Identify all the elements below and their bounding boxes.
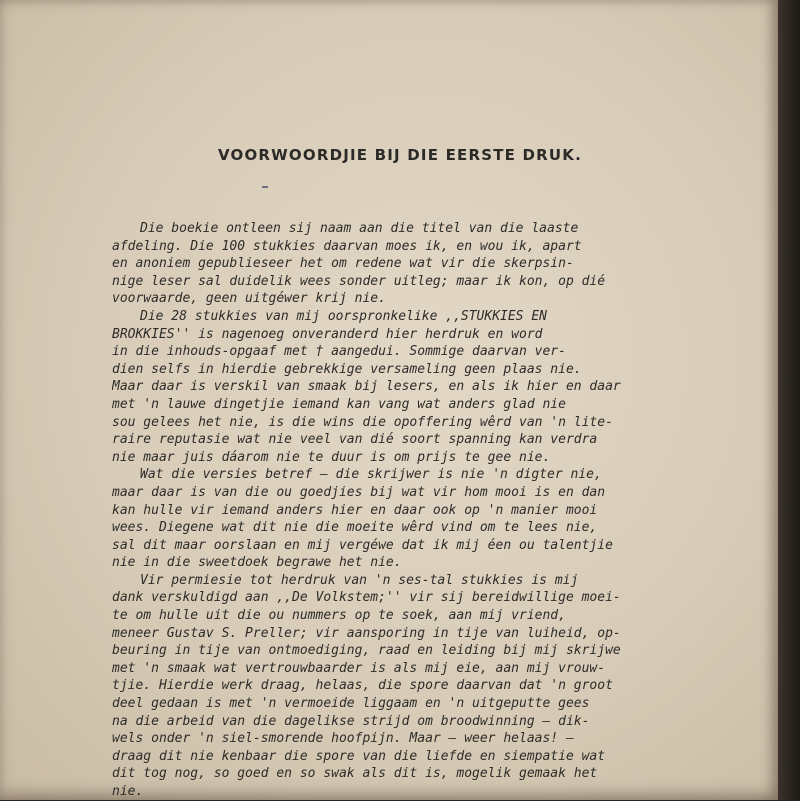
text-line: nie maar juis dáarom nie te duur is om prijs te gee nie. [112,449,551,465]
text-line: wees. Diegene wat dit nie die moeite wêrd vind om te lees nie, [112,520,598,536]
text-line: dank verskuldigd aan ,,De Volkstem;'' vir sij bereidwillige moei- [112,590,621,606]
text-line: Vir permiesie tot herdruk van 'n ses-tal stukkies is mij [140,572,579,588]
text-line: wels onder 'n siel-smorende hoofpijn. Maar — weer helaas! — [112,731,574,747]
page-edge [778,0,800,800]
text-line: maar daar is van die ou goedjies bij wat vir hom mooi is en dan [112,484,606,500]
text-line: meneer Gustav S. Preller; vir aansporing in tije van luiheid, op- [112,625,621,641]
body-text [112,220,712,801]
text-line: en anoniem gepublieseer het om redene wat vir die skerpsin- [112,256,574,272]
text-line: kan hulle vir iemand anders hier en daar ook op 'n manier mooi [112,502,598,518]
page-title: VOORWOORDJIE BIJ DIE EERSTE DRUK. [217,146,583,164]
text-line: sou gelees het nie, is die wins die opoffering wêrd van 'n lite- [112,414,613,430]
text-line: in die inhouds-opgaaf met † aangedui. Sommige daarvan ver- [112,344,566,360]
text-line: dien selfs in hierdie gebrekkige versameling geen plaas nie. [112,361,582,377]
ink-mark [262,186,268,188]
text-line: na die arbeid van die dagelikse strijd om broodwinning — dik- [112,713,590,729]
text-line: tjie. Hierdie werk draag, helaas, die spore daarvan dat 'n groot [112,678,613,694]
text-line: nie. [112,784,144,799]
text-line: BROKKIES'' is nagenoeg onveranderd hier herdruk en word [112,326,543,342]
text-line: nige leser sal duidelik wees sonder uitleg; maar ik kon, op dié [112,273,606,289]
text-line: Die 28 stukkies van mij oorspronkelike ,,STUKKIES EN [140,308,547,324]
text-line: deel gedaan is met 'n vermoeide liggaam en 'n uitgeputte gees [112,696,590,712]
text-line: sal dit maar oorslaan en mij vergéwe dat ik mij éen ou talentjie [112,537,613,553]
text-line: met 'n smaak wat vertrouwbaarder is als mij eie, aan mij vrouw- [112,660,606,676]
text-line: Maar daar is verskil van smaak bij lesers, en als ik hier en daar [112,379,621,395]
text-line: draag dit nie kenbaar die spore van die liefde en siempatie wat [112,748,606,764]
text-line: Wat die versies betref — die skrijwer is nie 'n digter nie, [140,467,602,483]
text-line: te om hulle uit die ou nummers op te soek, aan mij vriend, [112,608,566,624]
text-line: nie in die sweetdoek begrawe het nie. [112,555,402,571]
text-line: Die boekie ontleen sij naam aan die titel van die laaste [140,221,579,236]
text-line: raire reputasie wat nie veel van dié soort spanning kan verdra [112,432,598,448]
text-line: voorwaarde, geen uitgéwer krij nie. [112,291,386,307]
text-line: dit tog nog, so goed en so swak als dit is, mogelik gemaak het [112,766,598,782]
text-line: beuring in tije van ontmoediging, raad en leiding bij mij skrijwe [112,643,621,659]
text-line: afdeling. Die 100 stukkies daarvan moes ik, en wou ik, apart [112,238,582,254]
text-line: met 'n lauwe dingetjie iemand kan vang wat anders glad nie [112,396,566,412]
